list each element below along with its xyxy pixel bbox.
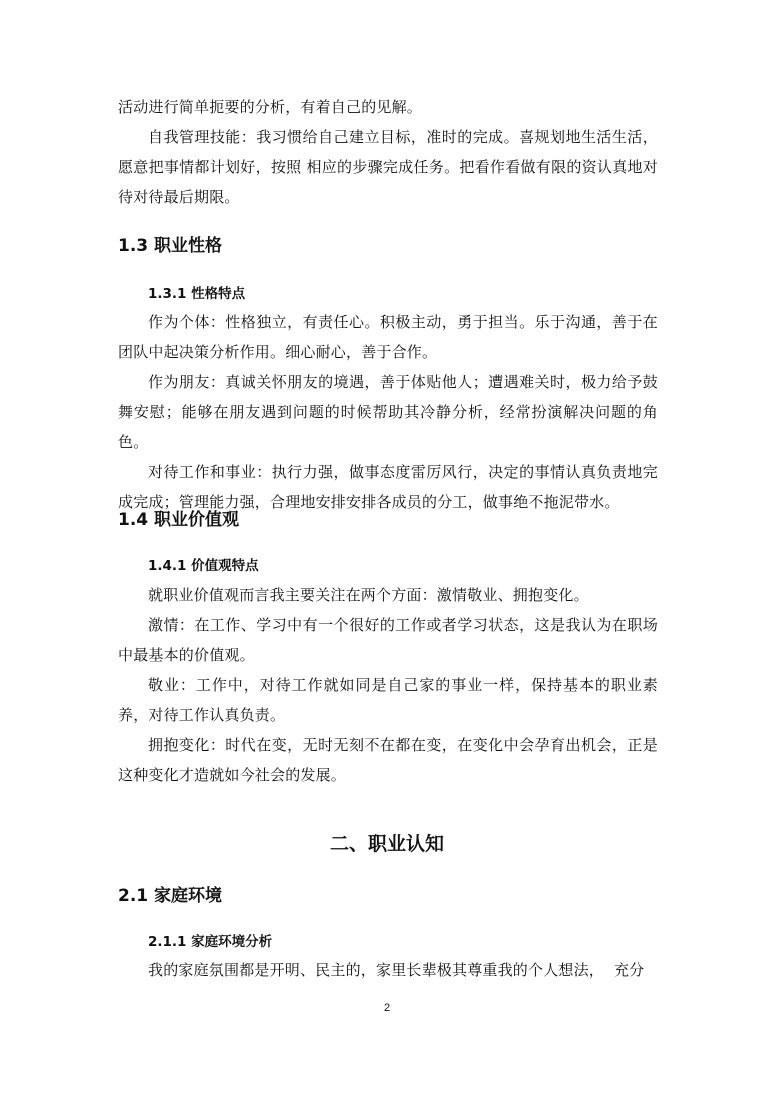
section-1-3-body (118, 307, 658, 517)
subsection-heading-1-3-1: 1.3.1 性格特点 (148, 286, 246, 302)
section-heading-1-4: 1.4 职业价值观 (118, 510, 240, 530)
paragraph: 敬业：工作中，对待工作就如同是自己家的事业一样，保持基本的职业素养，对待工作认真负责。 (118, 676, 658, 724)
paragraph: 就职业价值观而言我主要关注在两个方面：激情敬业、拥抱变化。 (148, 586, 589, 604)
intro-block (118, 92, 658, 212)
paragraph: 拥抱变化：时代在变，无时无刻不在都在变，在变化中会孕育出机会，正是这种变化才造就如今社会的发展。 (118, 736, 658, 784)
section-heading-1-3: 1.3 职业性格 (118, 236, 223, 256)
paragraph: 自我管理技能：我习惯给自己建立目标，准时的完成。喜规划地生活生活，愿意把事情都计划好，按照 相应的步骤完成任务。把看作看做有限的资认真地对待对待最后期限。 (118, 128, 658, 206)
chapter-heading-2: 二、职业认知 (329, 833, 444, 855)
section-2-1-body (118, 955, 658, 985)
paragraph: 作为个体：性格独立，有责任心。积极主动，勇于担当。乐于沟通，善于在团队中起决策分析作用。细心耐心，善于合作。 (118, 313, 658, 361)
section-1-4-body (118, 580, 658, 790)
paragraph: 活动进行简单扼要的分析，有着自己的见解。 (118, 98, 423, 116)
subsection-heading-1-4-1: 1.4.1 价值观特点 (148, 558, 259, 574)
paragraph: 我的家庭氛围都是开明、民主的，家里长辈极其尊重我的个人想法， 充分 (148, 961, 645, 979)
paragraph: 激情：在工作、学习中有一个很好的工作或者学习状态，这是我认为在职场中最基本的价值观。 (118, 616, 658, 664)
paragraph: 对待工作和事业：执行力强，做事态度雷厉风行，决定的事情认真负责地完成完成；管理能力强，合理地安排安排各成员的分工，做事绝不拖泥带水。 (118, 463, 658, 511)
paragraph: 作为朋友：真诚关怀朋友的境遇，善于体贴他人；遭遇难关时，极力给予鼓舞安慰；能够在朋友遇到问题的时候帮助其冷静分析，经常扮演解决问题的角色。 (118, 373, 658, 451)
page-number: 2 (383, 1002, 391, 1014)
section-heading-2-1: 2.1 家庭环境 (118, 886, 223, 906)
subsection-heading-2-1-1: 2.1.1 家庭环境分析 (148, 934, 273, 950)
